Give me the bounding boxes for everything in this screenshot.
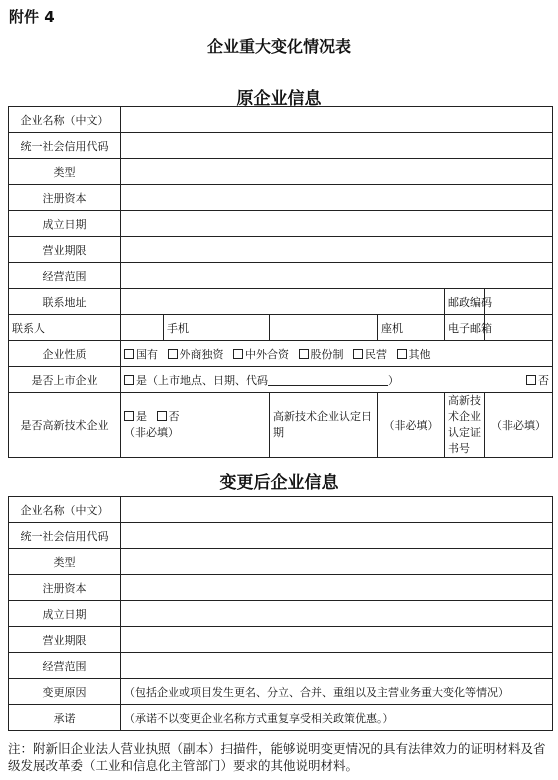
hightech-cert-field[interactable]: （非必填） [485, 393, 553, 458]
date-field[interactable] [121, 601, 553, 627]
table-row [9, 627, 553, 653]
capital-field[interactable] [121, 575, 553, 601]
attachment-label: 附件 4 [9, 8, 55, 26]
term-label: 营业期限 [9, 627, 121, 653]
original-info-table [8, 106, 553, 458]
table-row [9, 211, 553, 237]
type-field[interactable] [121, 549, 553, 575]
scope-field[interactable] [121, 653, 553, 679]
nature-option[interactable]: 股份制 [299, 348, 344, 361]
phone-label: 座机 [378, 315, 445, 341]
scope-label: 经营范围 [9, 653, 121, 679]
page-title: 企业重大变化情况表 [206, 37, 351, 56]
name-field[interactable] [121, 497, 553, 523]
table-row [9, 705, 553, 731]
type-label: 类型 [9, 549, 121, 575]
table-row [9, 497, 553, 523]
type-field[interactable] [121, 159, 553, 185]
checkbox-icon [299, 349, 309, 359]
capital-field[interactable] [121, 185, 553, 211]
nature-option[interactable]: 民营 [353, 348, 387, 361]
changed-info-table [8, 496, 553, 731]
capital-label: 注册资本 [9, 575, 121, 601]
contact-label: 联系人 [9, 315, 121, 341]
term-label: 营业期限 [9, 237, 121, 263]
nature-option[interactable]: 中外合资 [233, 348, 289, 361]
table-row [9, 289, 553, 315]
checkbox-icon [168, 349, 178, 359]
address-label: 联系地址 [9, 289, 121, 315]
table-row [9, 341, 553, 367]
date-field[interactable] [121, 211, 553, 237]
table-row [9, 159, 553, 185]
name-label: 企业名称（中文） [9, 107, 121, 133]
hightech-yes-option[interactable]: 是 [124, 410, 147, 423]
nature-option[interactable]: 其他 [397, 348, 431, 361]
mobile-label: 手机 [164, 315, 270, 341]
capital-label: 注册资本 [9, 185, 121, 211]
table-row [9, 263, 553, 289]
hightech-options [121, 393, 270, 458]
table-row [9, 549, 553, 575]
section-heading-changed: 变更后企业信息 [219, 473, 339, 493]
footnote: 注：附新旧企业法人营业执照（副本）扫描件，能够说明变更情况的具有法律效力的证明材料及省级发展改革委（工业和信息化主管部门）要求的其他说明材料。 [8, 741, 546, 773]
table-row [9, 237, 553, 263]
term-field[interactable] [121, 627, 553, 653]
scope-field[interactable] [121, 263, 553, 289]
table-row [9, 185, 553, 211]
checkbox-icon [124, 349, 134, 359]
nature-label: 企业性质 [9, 341, 121, 367]
table-row [9, 133, 553, 159]
address-field[interactable] [121, 289, 445, 315]
table-row [9, 523, 553, 549]
credit-code-label: 统一社会信用代码 [9, 523, 121, 549]
checkbox-icon [233, 349, 243, 359]
section-heading-original: 原企业信息 [236, 89, 322, 109]
email-label: 电子邮箱 [445, 315, 485, 341]
nature-options [121, 341, 553, 367]
table-row [9, 653, 553, 679]
date-label: 成立日期 [9, 211, 121, 237]
optional-note: （非必填） [124, 426, 179, 439]
reason-label: 变更原因 [9, 679, 121, 705]
reason-field[interactable]: （包括企业或项目发生更名、分立、合并、重组以及主营业务重大变化等情况） [121, 679, 553, 705]
table-row [9, 315, 553, 341]
checkbox-icon [397, 349, 407, 359]
table-row [9, 601, 553, 627]
scope-label: 经营范围 [9, 263, 121, 289]
listed-no-option[interactable]: 否 [526, 372, 549, 388]
listed-yes-option[interactable]: 是（上市地点、日期、代码 [124, 374, 268, 387]
checkbox-icon [526, 375, 536, 385]
table-row [9, 393, 553, 458]
promise-field[interactable]: （承诺不以变更企业名称方式重复享受相关政策优惠。） [121, 705, 553, 731]
checkbox-icon [353, 349, 363, 359]
nature-option[interactable]: 国有 [124, 348, 158, 361]
email-field[interactable] [485, 315, 553, 341]
table-row [9, 679, 553, 705]
table-row [9, 575, 553, 601]
table-row [9, 107, 553, 133]
contact-field[interactable] [121, 315, 164, 341]
postcode-field[interactable] [485, 289, 553, 315]
listing-info-blank[interactable] [268, 375, 388, 386]
hightech-label: 是否高新技术企业 [9, 393, 121, 458]
checkbox-icon [157, 411, 167, 421]
name-label: 企业名称（中文） [9, 497, 121, 523]
term-field[interactable] [121, 237, 553, 263]
postcode-label: 邮政编码 [445, 289, 485, 315]
promise-label: 承诺 [9, 705, 121, 731]
hightech-date-label: 高新技术企业认定日期 [270, 393, 378, 458]
nature-option[interactable]: 外商独资 [168, 348, 224, 361]
mobile-field[interactable] [270, 315, 378, 341]
hightech-date-field[interactable]: （非必填） [378, 393, 445, 458]
hightech-no-option[interactable]: 否 [157, 410, 180, 423]
type-label: 类型 [9, 159, 121, 185]
checkbox-icon [124, 375, 134, 385]
table-row [9, 367, 553, 393]
credit-code-field[interactable] [121, 133, 553, 159]
listed-options: 是（上市地点、日期、代码 ） 否 [121, 367, 553, 393]
date-label: 成立日期 [9, 601, 121, 627]
listed-label: 是否上市企业 [9, 367, 121, 393]
credit-code-label: 统一社会信用代码 [9, 133, 121, 159]
credit-code-field[interactable] [121, 523, 553, 549]
checkbox-icon [124, 411, 134, 421]
name-field[interactable] [121, 107, 553, 133]
hightech-cert-label: 高新技术企业认定证书号 [445, 393, 485, 458]
